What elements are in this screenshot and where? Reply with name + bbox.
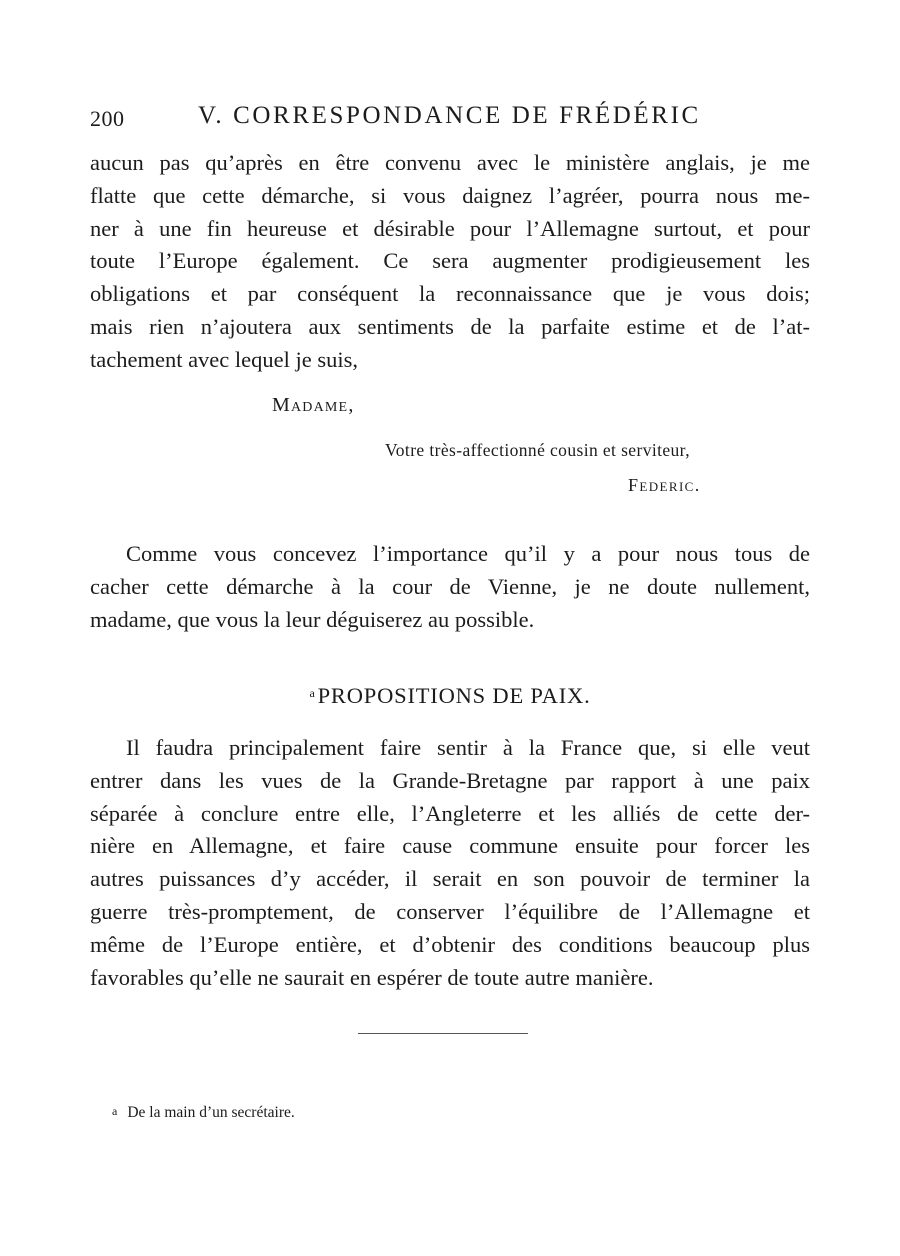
text-line: entrer dans les vues de la Grande-Bretagne par rapport à une paix	[90, 767, 810, 793]
text-line: flatte que cette démarche, si vous daignez l’agréer, pourra nous me-	[90, 182, 810, 208]
text-line: aucun pas qu’après en être convenu avec le ministère anglais, je me	[90, 150, 810, 175]
section-heading	[0, 683, 900, 709]
text-line: mais rien n’ajoutera aux sentiments de la parfaite estime et de l’at-	[90, 313, 810, 339]
text-line: favorables qu’elle ne saurait en espérer de toute autre manière.	[90, 964, 654, 990]
text-line: ner à une fin heureuse et désirable pour l’Allemagne surtout, et pour	[90, 215, 810, 241]
section-heading-text: PROPOSITIONS DE PAIX.	[317, 683, 591, 708]
text-line: obligations et par conséquent la reconnaissance que je vous dois;	[90, 281, 810, 307]
footnote-text: De la main d’un secrétaire.	[127, 1104, 295, 1121]
text-line: séparée à conclure entre elle, l’Angleterre et les alliés de cette der-	[90, 800, 810, 826]
letter-closing: Votre très-affectionné cousin et serviteur,	[385, 440, 690, 460]
text-line: Comme vous concevez l’importance qu’il y a pour nous tous de	[126, 541, 810, 566]
page-header	[90, 102, 810, 136]
text-line: guerre très-promptement, de conserver l’équilibre de l’Allemagne et	[90, 898, 810, 924]
letter-salutation: Madame,	[272, 394, 355, 416]
page-number: 200	[90, 106, 125, 131]
paragraph-letter-body	[90, 147, 810, 377]
text-line: madame, que vous la leur déguiserez au possible.	[90, 606, 535, 632]
text-line: autres puissances d’y accéder, il serait en son pouvoir de terminer la	[90, 866, 810, 892]
paragraph-propositions	[90, 732, 810, 994]
text-line: même de l’Europe entière, et d’obtenir des conditions beaucoup plus	[90, 931, 810, 957]
paragraph-postscript	[90, 538, 810, 636]
footnote	[112, 1104, 295, 1122]
text-line: Il faudra principalement faire sentir à la France que, si elle veut	[126, 735, 810, 760]
text-line: toute l’Europe également. Ce sera augmenter prodigieusement les	[90, 248, 810, 274]
section-divider-rule	[358, 1033, 528, 1034]
text-line: nière en Allemagne, et faire cause commune ensuite pour forcer les	[90, 833, 810, 859]
footnote-reference-mark: a	[309, 686, 316, 700]
letter-signature: Federic.	[628, 475, 701, 495]
footnote-mark: a	[112, 1104, 118, 1118]
text-line: cacher cette démarche à la cour de Vienne, je ne doute nullement,	[90, 573, 810, 599]
running-title: V. CORRESPONDANCE DE FRÉDÉRIC	[198, 102, 701, 129]
text-line: tachement avec lequel je suis,	[90, 346, 359, 372]
